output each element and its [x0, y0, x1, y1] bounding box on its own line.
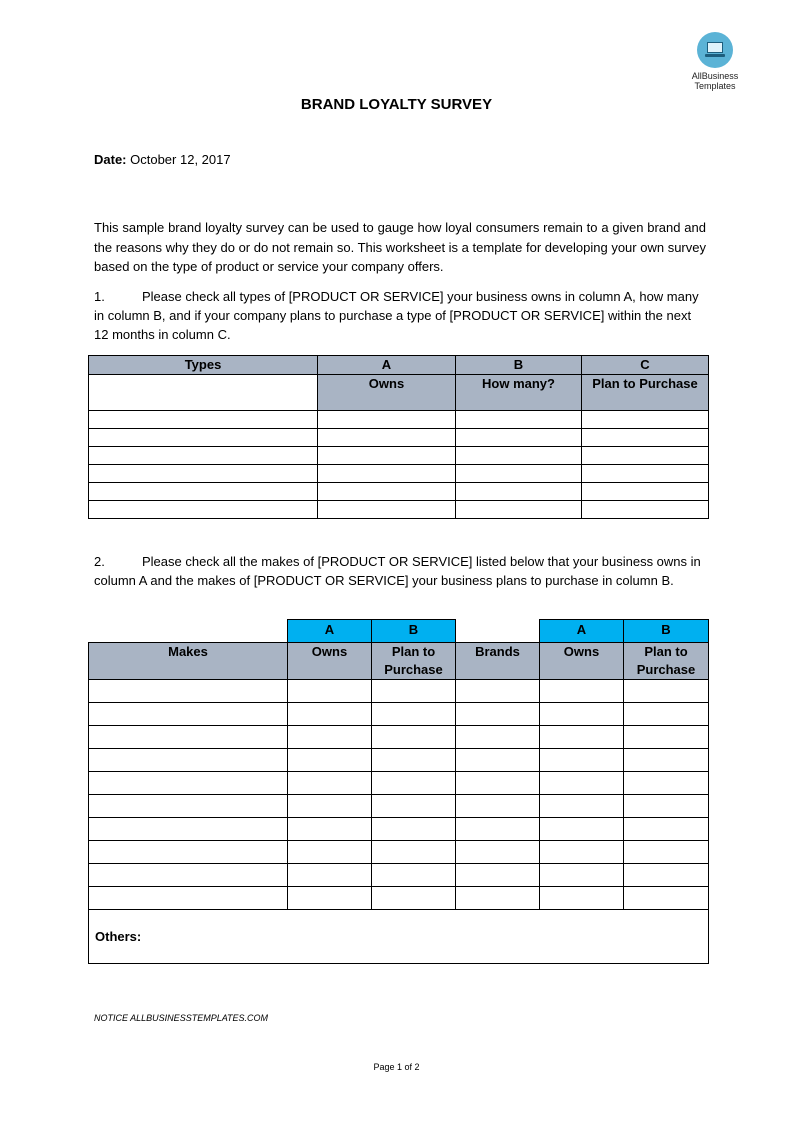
table-subheader-row: [89, 375, 709, 411]
cell[interactable]: [288, 841, 372, 864]
question-2-text: Please check all the makes of [PRODUCT OR SERVICE] listed below that your business owns in column A and the makes of [PRODUCT OR SERVICE] your business plans to purchase in column B.: [94, 554, 701, 588]
logo-line2: Templates: [694, 81, 736, 91]
cell[interactable]: [456, 726, 540, 749]
subheader-plan-to-purchase: Plan to Purchase: [582, 375, 709, 411]
cell[interactable]: [89, 703, 288, 726]
header-plan-to-purchase: Plan to Purchase: [372, 643, 456, 680]
cell[interactable]: [89, 429, 318, 447]
table-row: [89, 887, 709, 910]
makes-brands-table: [88, 619, 709, 964]
table-row: [89, 429, 709, 447]
document-title: BRAND LOYALTY SURVEY: [300, 96, 493, 113]
laptop-icon: [697, 32, 733, 68]
cell[interactable]: [624, 795, 709, 818]
cell[interactable]: [288, 795, 372, 818]
cell[interactable]: [372, 703, 456, 726]
date-label: Date:: [94, 152, 127, 167]
cell[interactable]: [318, 501, 456, 519]
cell[interactable]: [540, 795, 624, 818]
cell[interactable]: [456, 501, 582, 519]
table-row: [89, 501, 709, 519]
cell[interactable]: [582, 465, 709, 483]
table-row: [89, 818, 709, 841]
cell[interactable]: [582, 483, 709, 501]
page-number: Page 1 of 2: [373, 1062, 420, 1072]
cell[interactable]: [318, 447, 456, 465]
cell[interactable]: [624, 726, 709, 749]
cell[interactable]: [89, 795, 288, 818]
cell[interactable]: [624, 818, 709, 841]
brands-col-b: B: [624, 620, 709, 643]
cell[interactable]: [456, 680, 540, 703]
cell[interactable]: [288, 726, 372, 749]
cell[interactable]: [456, 411, 582, 429]
cell[interactable]: [624, 749, 709, 772]
blank-cell: [89, 620, 288, 643]
table-row: [89, 749, 709, 772]
question-2-number: 2.: [94, 554, 105, 569]
cell[interactable]: [456, 465, 582, 483]
cell[interactable]: [372, 726, 456, 749]
cell[interactable]: [318, 483, 456, 501]
question-2: [94, 552, 706, 590]
blank-cell: [456, 620, 540, 643]
cell[interactable]: [540, 841, 624, 864]
date-value: October 12, 2017: [126, 152, 231, 167]
table-row: [89, 864, 709, 887]
cell[interactable]: [582, 411, 709, 429]
logo: [680, 32, 750, 91]
makes-col-b: B: [372, 620, 456, 643]
cell[interactable]: [582, 447, 709, 465]
header-makes: Makes: [89, 643, 288, 680]
cell[interactable]: [540, 864, 624, 887]
cell[interactable]: [456, 887, 540, 910]
logo-text: [680, 71, 750, 91]
cell[interactable]: [89, 501, 318, 519]
cell[interactable]: [372, 864, 456, 887]
cell[interactable]: [456, 772, 540, 795]
cell[interactable]: [456, 841, 540, 864]
cell[interactable]: [456, 864, 540, 887]
table-row: [89, 726, 709, 749]
cell[interactable]: [318, 429, 456, 447]
cell[interactable]: [456, 749, 540, 772]
cell[interactable]: [624, 772, 709, 795]
cell[interactable]: [540, 726, 624, 749]
cell[interactable]: [288, 772, 372, 795]
cell[interactable]: [582, 501, 709, 519]
cell[interactable]: [540, 680, 624, 703]
cell[interactable]: [624, 841, 709, 864]
cell[interactable]: [624, 680, 709, 703]
question-1-text: Please check all types of [PRODUCT OR SERVICE] your business owns in column A, how many in column B, and if your company plans to purchase a type of [PRODUCT OR SERVICE] within the next 12 months in column C.: [94, 289, 699, 342]
cell[interactable]: [89, 726, 288, 749]
cell[interactable]: [89, 772, 288, 795]
cell[interactable]: [540, 772, 624, 795]
cell[interactable]: [372, 680, 456, 703]
cell[interactable]: [372, 749, 456, 772]
cell[interactable]: [288, 818, 372, 841]
header-owns: Owns: [288, 643, 372, 680]
cell[interactable]: [288, 864, 372, 887]
cell[interactable]: [288, 703, 372, 726]
cell[interactable]: [372, 795, 456, 818]
table-header-row: [89, 643, 709, 680]
cell[interactable]: [456, 795, 540, 818]
cell[interactable]: [456, 447, 582, 465]
cell[interactable]: [624, 864, 709, 887]
cell[interactable]: [372, 818, 456, 841]
cell[interactable]: [89, 887, 288, 910]
cell[interactable]: [456, 483, 582, 501]
cell[interactable]: [288, 887, 372, 910]
cell[interactable]: [318, 411, 456, 429]
cell[interactable]: [89, 447, 318, 465]
header-plan-to-purchase-2: Plan to Purchase: [624, 643, 709, 680]
subheader-blank: [89, 375, 318, 411]
cell[interactable]: [89, 864, 288, 887]
date-line: [94, 152, 231, 167]
header-a: A: [318, 356, 456, 375]
cell[interactable]: [89, 841, 288, 864]
table-row: [89, 703, 709, 726]
table-row: [89, 841, 709, 864]
cell[interactable]: [89, 483, 318, 501]
cell[interactable]: [372, 887, 456, 910]
column-letter-row: [89, 620, 709, 643]
table-row: [89, 411, 709, 429]
header-c: C: [582, 356, 709, 375]
cell[interactable]: [456, 818, 540, 841]
cell[interactable]: [624, 703, 709, 726]
others-field[interactable]: Others:: [89, 910, 709, 964]
cell[interactable]: [89, 749, 288, 772]
table-row: [89, 772, 709, 795]
others-row: [89, 910, 709, 964]
cell[interactable]: [288, 680, 372, 703]
brands-col-a: A: [540, 620, 624, 643]
cell[interactable]: [540, 703, 624, 726]
table-row: [89, 680, 709, 703]
cell[interactable]: [318, 465, 456, 483]
header-owns-2: Owns: [540, 643, 624, 680]
header-types: Types: [89, 356, 318, 375]
cell[interactable]: [89, 411, 318, 429]
logo-line1: AllBusiness: [691, 71, 739, 81]
cell[interactable]: [372, 841, 456, 864]
cell[interactable]: [582, 429, 709, 447]
types-table: [88, 355, 709, 519]
notice-footer: NOTICE ALLBUSINESSTEMPLATES.COM: [94, 1013, 269, 1023]
subheader-how-many: How many?: [456, 375, 582, 411]
table-row: [89, 483, 709, 501]
cell[interactable]: [456, 429, 582, 447]
subheader-owns: Owns: [318, 375, 456, 411]
cell[interactable]: [624, 887, 709, 910]
header-b: B: [456, 356, 582, 375]
cell[interactable]: [540, 818, 624, 841]
table-row: [89, 465, 709, 483]
table-header-row: [89, 356, 709, 375]
cell[interactable]: [288, 749, 372, 772]
cell[interactable]: [89, 818, 288, 841]
cell[interactable]: [372, 772, 456, 795]
table-row: [89, 447, 709, 465]
cell[interactable]: [89, 465, 318, 483]
cell[interactable]: [540, 749, 624, 772]
question-1: [94, 287, 706, 344]
table-row: [89, 795, 709, 818]
cell[interactable]: [89, 680, 288, 703]
cell[interactable]: [456, 703, 540, 726]
question-1-number: 1.: [94, 289, 105, 304]
intro-paragraph: This sample brand loyalty survey can be used to gauge how loyal consumers remain to a given brand and the reasons why they do or do not remain so. This worksheet is a template for developing your own survey based on the type of product or service your company offers.: [94, 220, 706, 274]
header-brands: Brands: [456, 643, 540, 680]
makes-col-a: A: [288, 620, 372, 643]
cell[interactable]: [540, 887, 624, 910]
